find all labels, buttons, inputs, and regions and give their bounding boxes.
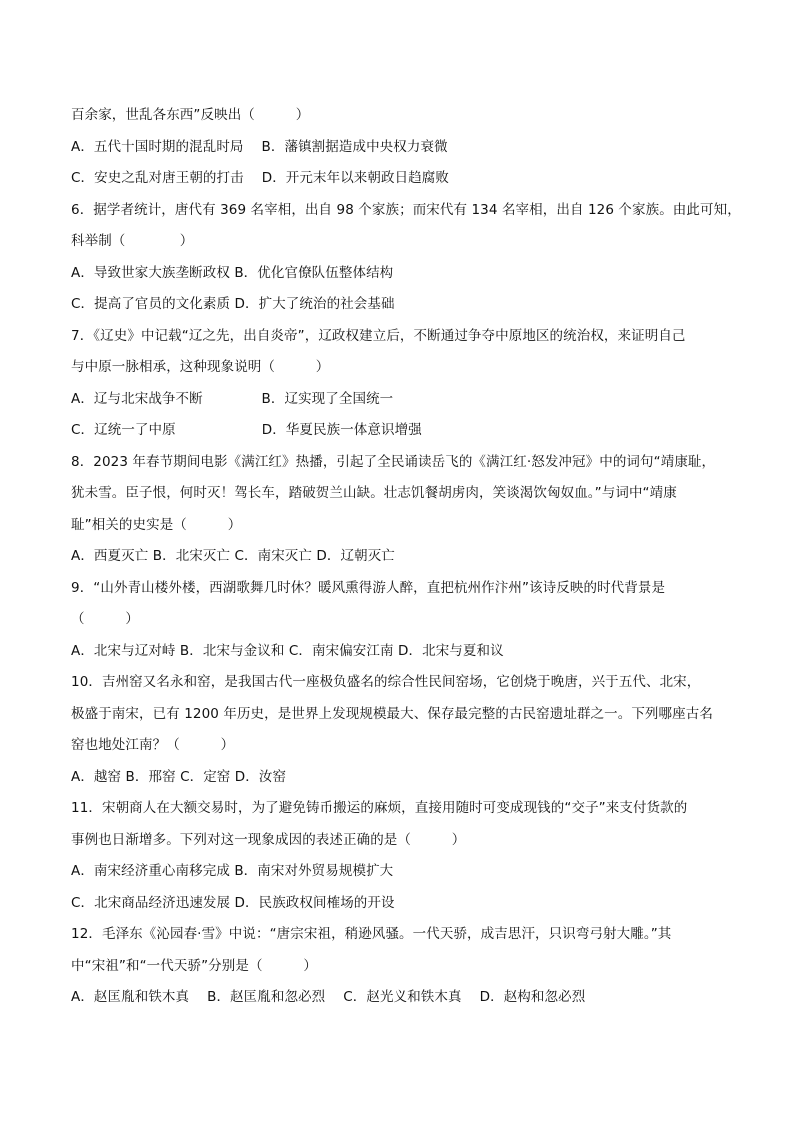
q7-stem: 7．《辽史》中记载“辽之先，出自炎帝”，辽政权建立后，不断通过争夺中原地区的统治权，来证明自己 bbox=[71, 327, 686, 344]
q6-stem: 6．据学者统计，唐代有 369 名宰相，出自 98 个家族；而宋代有 134 名宰相，出自 126 个家族。由此可知， bbox=[71, 201, 741, 218]
q5-options-ab: A．五代十国时期的混乱时局 B．藩镇割据造成中央权力衰微 bbox=[71, 138, 448, 155]
q10-stem-end: 窑也地处江南？（ ） bbox=[71, 737, 235, 753]
q12-stem-continued: 中“宋祖”和“一代天骄”分别是（ ） bbox=[71, 957, 317, 974]
q5-options-cd: C．安史之乱对唐王朝的打击 D．开元末年以来朝政日趋腐败 bbox=[71, 170, 450, 186]
q8-options: A．西夏灭亡 B．北宋灭亡 C．南宋灭亡 D．辽朝灭亡 bbox=[71, 548, 395, 564]
exam-page bbox=[71, 100, 741, 1014]
q9-stem-blank: （ ） bbox=[71, 611, 139, 627]
q8-stem-end: 耻”相关的史实是（ ） bbox=[71, 516, 242, 533]
q6-options-cd: C．提高了官员的文化素质 D．扩大了统治的社会基础 bbox=[71, 296, 395, 312]
q6-options-ab: A．导致世家大族垄断政权 B．优化官僚队伍整体结构 bbox=[71, 264, 394, 281]
q9-stem: 9．“山外青山楼外楼，西湖歌舞几时休？暖风熏得游人醉，直把杭州作汴州”该诗反映的时代背景是 bbox=[71, 579, 666, 596]
q11-options-ab: A．南宋经济重心南移完成 B．南宋对外贸易规模扩大 bbox=[71, 863, 394, 879]
q8-stem: 8．2023 年春节期间电影《满江红》热播，引起了全民诵读岳飞的《满江红·怒发冲冠》中的词句“靖康耻， bbox=[71, 453, 716, 470]
q10-stem: 10．吉州窑又名永和窑，是我国古代一座极负盛名的综合性民间窑场，它创烧于晚唐，兴于五代、北宋， bbox=[71, 674, 701, 690]
q12-options: A．赵匡胤和铁木真 B．赵匡胤和忽必烈 C．赵光义和铁木真 D．赵构和忽必烈 bbox=[71, 989, 586, 1005]
q10-stem-continued: 极盛于南宋，已有 1200 年历史，是世界上发现规模最大、保存最完整的古民窑遗址群之一。下列哪座古名 bbox=[71, 705, 713, 722]
q11-stem-continued: 事例也日渐增多。下列对这一现象成因的表述正确的是（ ） bbox=[71, 831, 466, 848]
q10-options: A．越窑 B．邢窑 C．定窑 D．汝窑 bbox=[71, 768, 287, 785]
q7-options-cd: C．辽统一了中原 D．华夏民族一体意识增强 bbox=[71, 422, 422, 438]
q11-options-cd: C．北宋商品经济迅速发展 D．民族政权间榷场的开设 bbox=[71, 894, 395, 911]
q9-options: A．北宋与辽对峙 B．北宋与金议和 C．南宋偏安江南 D．北宋与夏和议 bbox=[71, 642, 504, 659]
q7-stem-continued: 与中原一脉相承，这种现象说明（ ） bbox=[71, 359, 330, 375]
q6-stem-continued: 科举制（ ） bbox=[71, 233, 194, 249]
q5-stem-continued: 百余家，世乱各东西”反映出（ ） bbox=[71, 107, 310, 123]
q7-options-ab: A．辽与北宋战争不断 B．辽实现了全国统一 bbox=[71, 390, 394, 407]
q8-stem-continued: 犹未雪。臣子恨，何时灭！驾长车，踏破贺兰山缺。壮志饥餐胡虏肉，笑谈渴饮匈奴血。”与词中“靖康 bbox=[71, 485, 677, 501]
q11-stem: 11．宋朝商人在大额交易时，为了避免铸币搬运的麻烦，直接用随时可变成现钱的“交子”来支付货款的 bbox=[71, 800, 688, 816]
q12-stem: 12．毛泽东《沁园春·雪》中说：“唐宗宋祖，稍逊风骚。一代天骄，成吉思汗，只识弯弓射大雕。”其 bbox=[71, 926, 672, 942]
